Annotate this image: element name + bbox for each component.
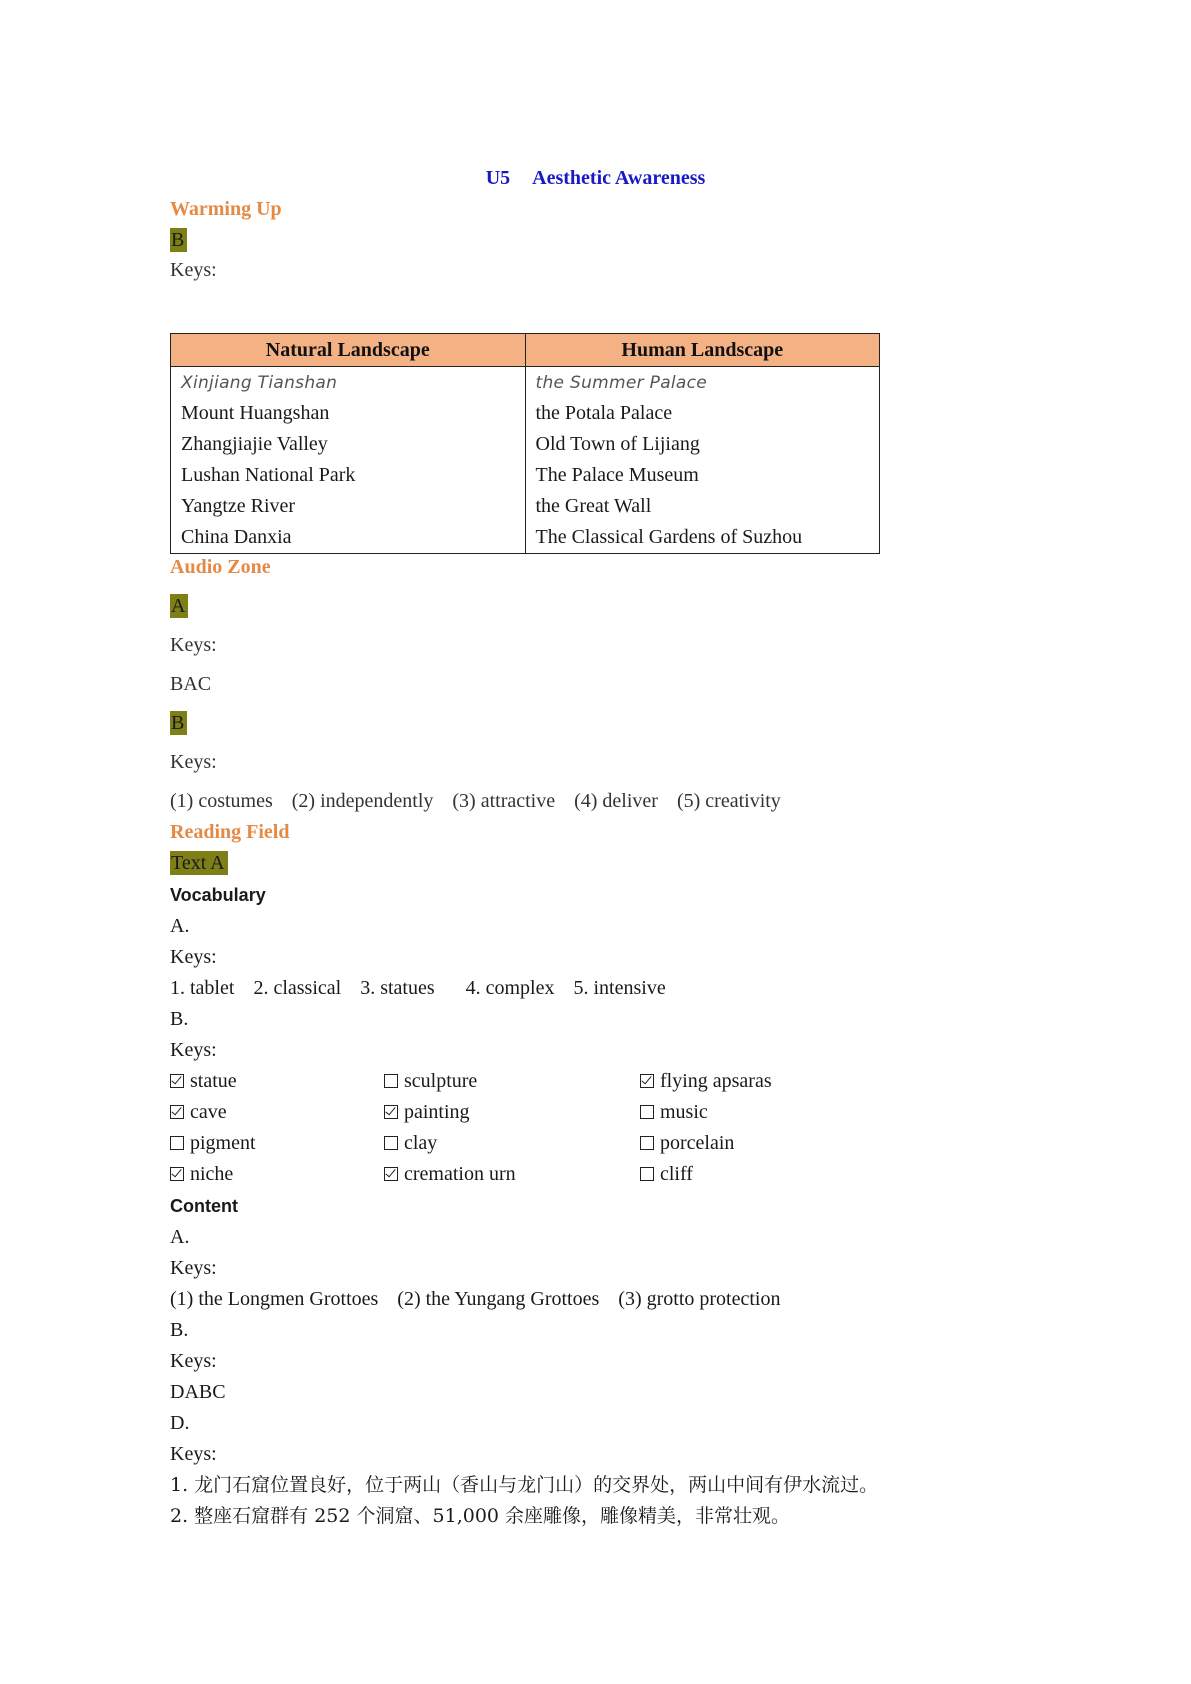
- answer-item: 4. complex: [465, 977, 555, 999]
- table-cell: Xinjiang Tianshan: [171, 367, 526, 399]
- answer-item: (3) grotto protection: [618, 1288, 781, 1310]
- checked-box-icon: [640, 1074, 654, 1088]
- checkbox-item: niche: [170, 1162, 233, 1186]
- answer-item: (5) creativity: [676, 790, 781, 812]
- checked-box-icon: [170, 1074, 184, 1088]
- unchecked-box-icon: [384, 1136, 398, 1150]
- content-b-label: B.: [170, 1319, 189, 1341]
- checkbox-item: music: [640, 1100, 708, 1124]
- content-b-answer: DABC: [170, 1381, 226, 1403]
- warming-up-heading: Warming Up: [170, 198, 282, 220]
- page-title: [0, 166, 1191, 190]
- text-a-label: Text A: [170, 851, 228, 875]
- table-row: [171, 460, 880, 491]
- checkbox-item: flying apsaras: [640, 1069, 772, 1093]
- answer-item: (2) the Yungang Grottoes: [397, 1288, 600, 1310]
- content-d-label: D.: [170, 1412, 190, 1434]
- unchecked-box-icon: [640, 1136, 654, 1150]
- table-header-row: [171, 334, 880, 367]
- vocab-b-label: B.: [170, 1008, 189, 1030]
- content-a-label: A.: [170, 1226, 190, 1248]
- checkbox-item: cliff: [640, 1162, 693, 1186]
- unit-number: U5: [485, 167, 511, 189]
- table-row: [171, 429, 880, 460]
- unchecked-box-icon: [384, 1074, 398, 1088]
- table-cell: Zhangjiajie Valley: [171, 429, 526, 460]
- table-row: [171, 367, 880, 399]
- vocab-a-answers: [170, 976, 666, 1000]
- audio-a-label: A: [170, 594, 188, 618]
- table-cell: the Great Wall: [525, 491, 880, 522]
- content-d-keys-label: Keys:: [170, 1443, 217, 1465]
- audio-b-label: B: [170, 711, 187, 735]
- checkbox-item: cremation urn: [384, 1162, 516, 1186]
- table-cell: The Classical Gardens of Suzhou: [525, 522, 880, 554]
- checkbox-item: statue: [170, 1069, 237, 1093]
- table-header-natural: Natural Landscape: [171, 334, 526, 367]
- table-cell: Old Town of Lijiang: [525, 429, 880, 460]
- audio-a-answer: BAC: [170, 673, 212, 695]
- answer-item: 2. classical: [253, 977, 342, 999]
- audio-b-keys-label: Keys:: [170, 751, 217, 773]
- content-b-keys-label: Keys:: [170, 1350, 217, 1372]
- unit-name: Aesthetic Awareness: [532, 167, 706, 189]
- content-d-answer-2: 2. 整座石窟群有 252 个洞窟、51,000 余座雕像，雕像精美，非常壮观。: [170, 1505, 791, 1527]
- table-row: [171, 522, 880, 554]
- unchecked-box-icon: [640, 1105, 654, 1119]
- answer-item: (4) deliver: [574, 790, 658, 812]
- warming-up-keys-label: Keys:: [170, 259, 217, 281]
- table-cell: Lushan National Park: [171, 460, 526, 491]
- audio-b-answers: [170, 789, 781, 813]
- warming-up-part-label: B: [170, 228, 187, 252]
- table-cell: the Summer Palace: [525, 367, 880, 399]
- table-cell: the Potala Palace: [525, 398, 880, 429]
- vocab-b-keys-label: Keys:: [170, 1039, 217, 1061]
- table-cell: Yangtze River: [171, 491, 526, 522]
- table-cell: The Palace Museum: [525, 460, 880, 491]
- landscape-table: [170, 333, 880, 554]
- answer-item: 3. statues: [360, 977, 435, 999]
- vocab-a-keys-label: Keys:: [170, 946, 217, 968]
- checked-box-icon: [170, 1167, 184, 1181]
- checked-box-icon: [384, 1105, 398, 1119]
- table-row: [171, 491, 880, 522]
- reading-field-heading: Reading Field: [170, 821, 290, 843]
- answer-item: 5. intensive: [573, 977, 666, 999]
- content-d-answer-1: 1. 龙门石窟位置良好，位于两山（香山与龙门山）的交界处，两山中间有伊水流过。: [170, 1474, 879, 1496]
- checkbox-item: painting: [384, 1100, 470, 1124]
- checked-box-icon: [384, 1167, 398, 1181]
- table-cell: Mount Huangshan: [171, 398, 526, 429]
- answer-item: (1) costumes: [170, 790, 273, 812]
- vocab-a-label: A.: [170, 915, 190, 937]
- unchecked-box-icon: [640, 1167, 654, 1181]
- answer-item: (3) attractive: [452, 790, 556, 812]
- checkbox-item: cave: [170, 1100, 227, 1124]
- checkbox-item: porcelain: [640, 1131, 734, 1155]
- content-a-keys-label: Keys:: [170, 1257, 217, 1279]
- unchecked-box-icon: [170, 1136, 184, 1150]
- table-header-human: Human Landscape: [525, 334, 880, 367]
- checked-box-icon: [170, 1105, 184, 1119]
- answer-item: 1. tablet: [170, 977, 235, 999]
- answer-item: (1) the Longmen Grottoes: [170, 1288, 379, 1310]
- table-row: [171, 398, 880, 429]
- audio-zone-heading: Audio Zone: [170, 556, 271, 578]
- answer-item: (2) independently: [291, 790, 434, 812]
- content-heading: Content: [170, 1196, 238, 1216]
- vocabulary-heading: Vocabulary: [170, 885, 266, 905]
- checkbox-item: sculpture: [384, 1069, 477, 1093]
- audio-a-keys-label: Keys:: [170, 634, 217, 656]
- table-cell: China Danxia: [171, 522, 526, 554]
- checkbox-item: clay: [384, 1131, 437, 1155]
- content-a-answers: [170, 1287, 780, 1311]
- checkbox-item: pigment: [170, 1131, 256, 1155]
